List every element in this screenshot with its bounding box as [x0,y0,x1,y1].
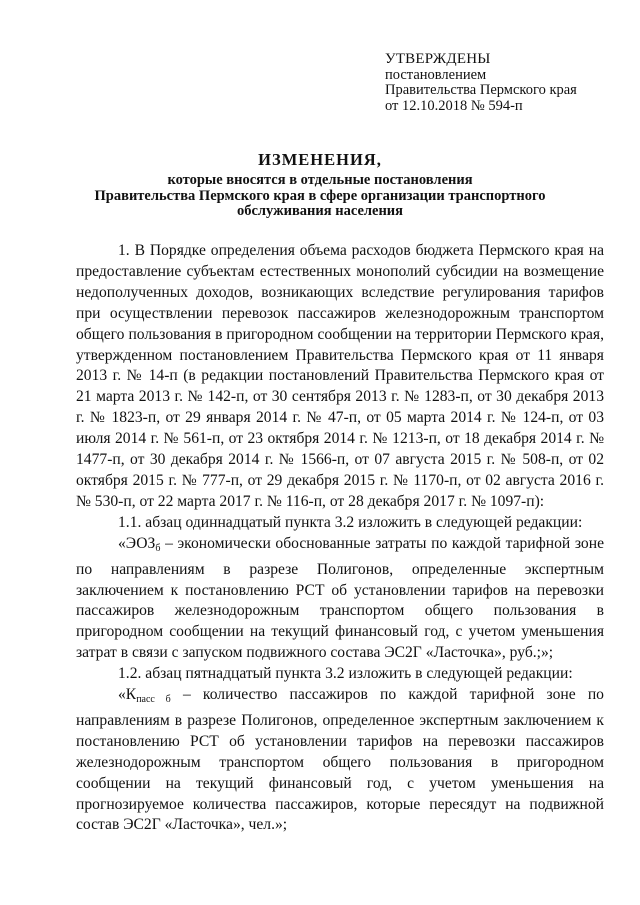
paragraph-1-1: 1.1. абзац одиннадцатый пункта 3.2 изложить в следующей редакции: [118,513,583,531]
title-line: Правительства Пермского края в сфере организации транспортного [94,187,546,204]
eoz-definition-text: – экономически обоснованные затраты по каждой тарифной зоне по направлениям в разрезе Полигонов, определенные экспертным заключением к постановлению РСТ об установлении тарифов на перевозки пассажиров железнодорожным транспортом общего пользования в пригородном сообщении на текущий финансовый год, с учетом уменьшения затрат в связи с запуском подвижного состава ЭС2Г «Ласточка», руб.;»; [76,534,604,662]
kpass-definition-text: – количество пассажиров по каждой тарифной зоне по направлениям в разрезе Полигонов, определенное экспертным заключением к постановлению РСТ об установлении тарифов на перевозки пассажиров железнодорожным транспортом общего пользования в пригородном сообщении на текущий финансовый год, с учетом уменьшения на прогнозируемое количества пассажиров, которые пересядут на подвижной состав ЭС2Г «Ласточка», чел.»; [76,686,604,834]
approval-line: от 12.10.2018 № 594-п [385,97,523,114]
approval-line: Правительства Пермского края [385,82,577,98]
approval-line: постановлением [385,66,487,83]
document-body [76,241,604,836]
eoz-subscript: б [155,542,161,554]
kpass-subscript: пасс б [136,694,171,706]
title-main: ИЗМЕНЕНИЯ, [258,150,382,169]
paragraph-1-2: 1.2. абзац пятнадцатый пункта 3.2 изложить в следующей редакции: [118,665,573,683]
paragraph-kpass-definition [76,685,604,836]
kpass-symbol: «К [118,686,137,704]
document-title [60,150,580,220]
title-line: обслуживания населения [236,203,404,219]
approval-heading: УТВЕРЖДЕНЫ [385,51,491,67]
eoz-symbol: «ЭОЗ [118,534,156,552]
paragraph-eoz-definition [76,534,604,664]
title-line: которые вносятся в отдельные постановления [167,172,473,188]
approval-stamp [385,52,625,114]
paragraph-1: 1. В Порядке определения объема расходов бюджета Пермского края на предоставление субъектам естественных монополий субсидии на возмещение недополученных доходов, возникающих вследствие регулирования тарифов при осуществлении перевозок пассажиров железнодорожным транспортом общего пользования в пригородном сообщении на территории Пермского края, утвержденном постановлением Правительства Пермского края от 11 января 2013 г. № 14-п (в редакции постановлений Правительства Пермского края от 21 марта 2013 г. № 142-п, от 30 сентября 2013 г. № 1283-п, от 30 декабря 2013 г. № 1823-п, от 29 января 2014 г. № 47-п, от 05 марта 2014 г. № 124-п, от 03 июля 2014 г. № 561-п, от 23 октября 2014 г. № 1213-п, от 18 декабря 2014 г. № 1477-п, от 30 декабря 2014 г. № 1566-п, от 07 августа 2015 г. № 508-п, от 02 октября 2015 г. № 777-п, от 29 декабря 2015 г. № 1170-п, от 02 августа 2016 г. № 530-п, от 22 марта 2017 г. № 116-п, от 28 декабря 2017 г. № 1097-п): [76,242,604,510]
